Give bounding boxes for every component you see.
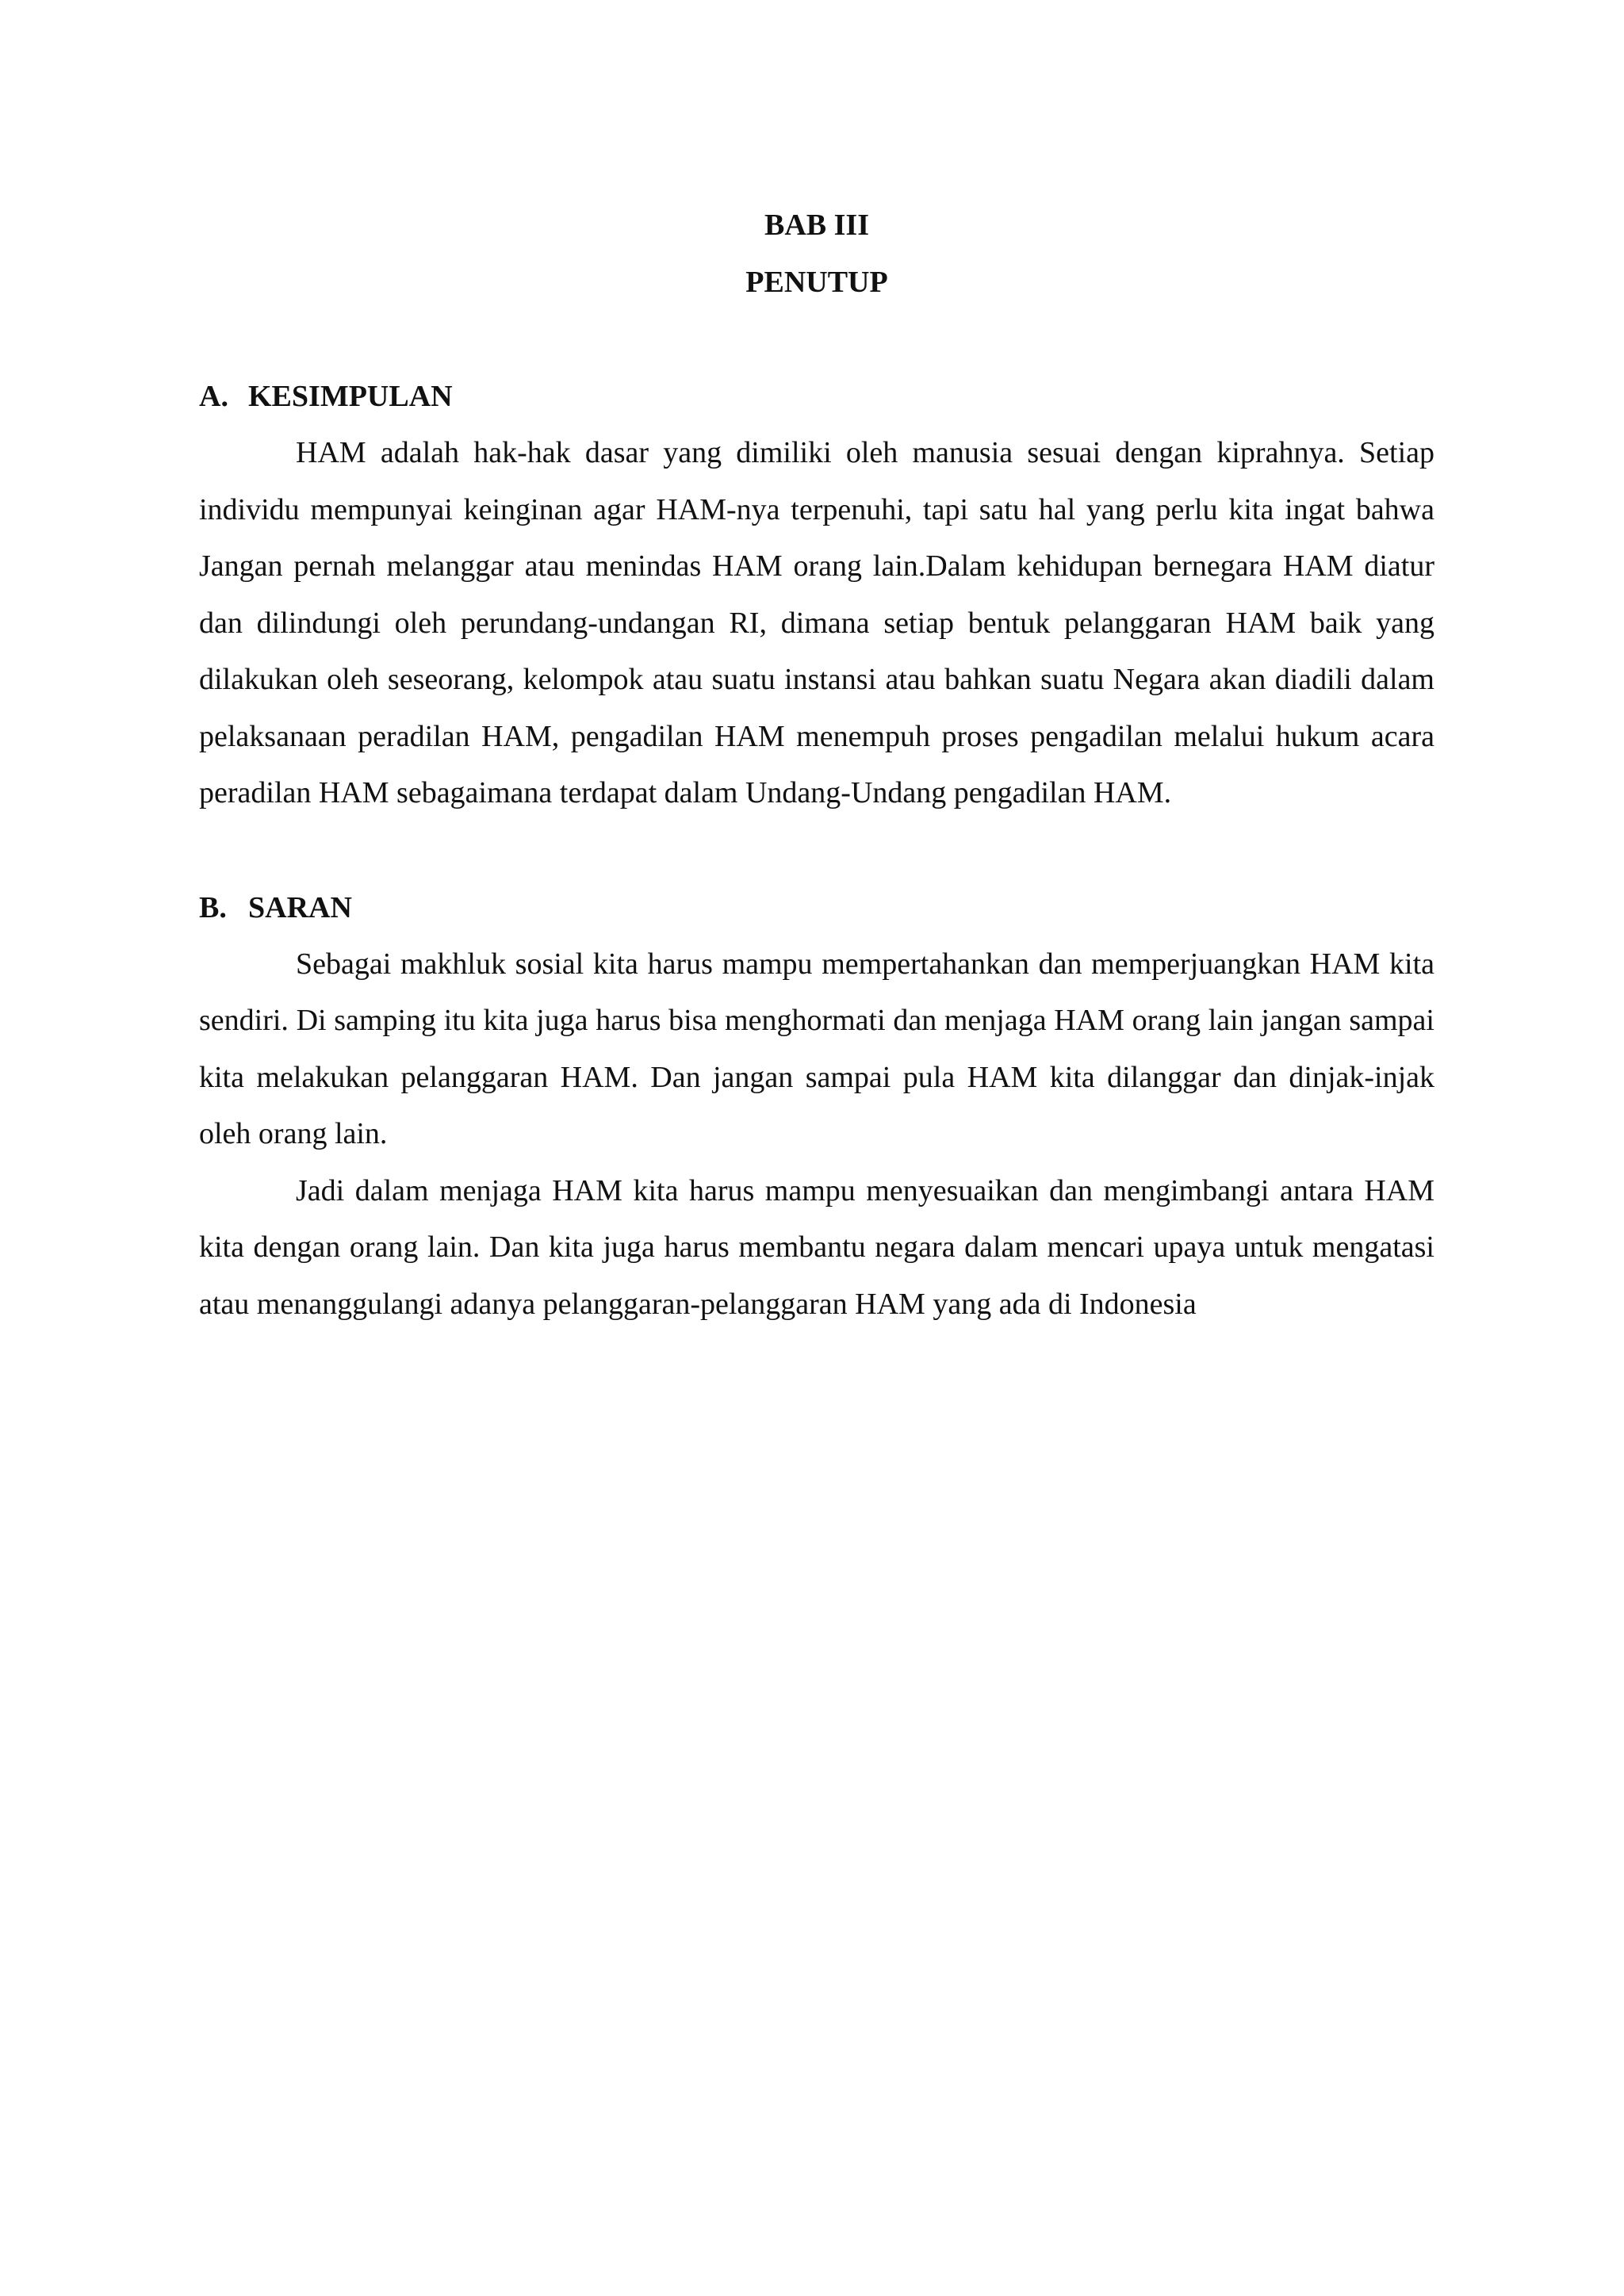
- chapter-title: PENUTUP: [745, 266, 888, 299]
- section-kesimpulan: [199, 368, 1434, 822]
- paragraph: HAM adalah hak-hak dasar yang dimiliki oleh manusia sesuai dengan kiprahnya. Setiap individu mempunyai keinginan agar HAM-nya terpenuhi, tapi satu hal yang perlu kita ingat bahwa Jangan pernah melanggar atau menindas HAM orang lain.Dalam kehidupan bernegara HAM diatur dan dilindungi oleh perundang-undangan RI, dimana setiap bentuk pelanggaran HAM baik yang dilakukan oleh seseorang, kelompok atau suatu instansi atau bahkan suatu Negara akan diadili dalam pelaksanaan peradilan HAM, pengadilan HAM menempuh proses pengadilan melalui hukum acara peradilan HAM sebagaimana terdapat dalam Undang-Undang pengadilan HAM.: [199, 436, 1434, 809]
- section-letter: A.: [199, 380, 228, 413]
- paragraph: Jadi dalam menjaga HAM kita harus mampu menyesuaikan dan mengimbangi antara HAM kita dengan orang lain. Dan kita juga harus membantu negara dalam mencari upaya untuk mengatasi atau menanggulangi adanya pelanggaran-pelanggaran HAM yang ada di Indonesia: [199, 1173, 1434, 1321]
- section-heading: [199, 879, 1434, 936]
- section-title: SARAN: [248, 890, 352, 924]
- section-title: KESIMPULAN: [248, 380, 453, 413]
- section-heading: [199, 368, 1434, 425]
- spacer: [199, 311, 1434, 368]
- paragraph: Sebagai makhluk sosial kita harus mampu mempertahankan dan memperjuangkan HAM kita sendiri. Di samping itu kita juga harus bisa menghormati dan menjaga HAM orang lain jangan sampai kita melakukan pelanggaran HAM. Dan jangan sampai pula HAM kita dilanggar dan dinjak-injak oleh orang lain.: [199, 947, 1434, 1150]
- spacer: [199, 822, 1434, 879]
- section-letter: B.: [199, 890, 227, 924]
- chapter-number: BAB III: [764, 209, 869, 242]
- section-saran: [199, 879, 1434, 1334]
- page-content: [199, 197, 1434, 1333]
